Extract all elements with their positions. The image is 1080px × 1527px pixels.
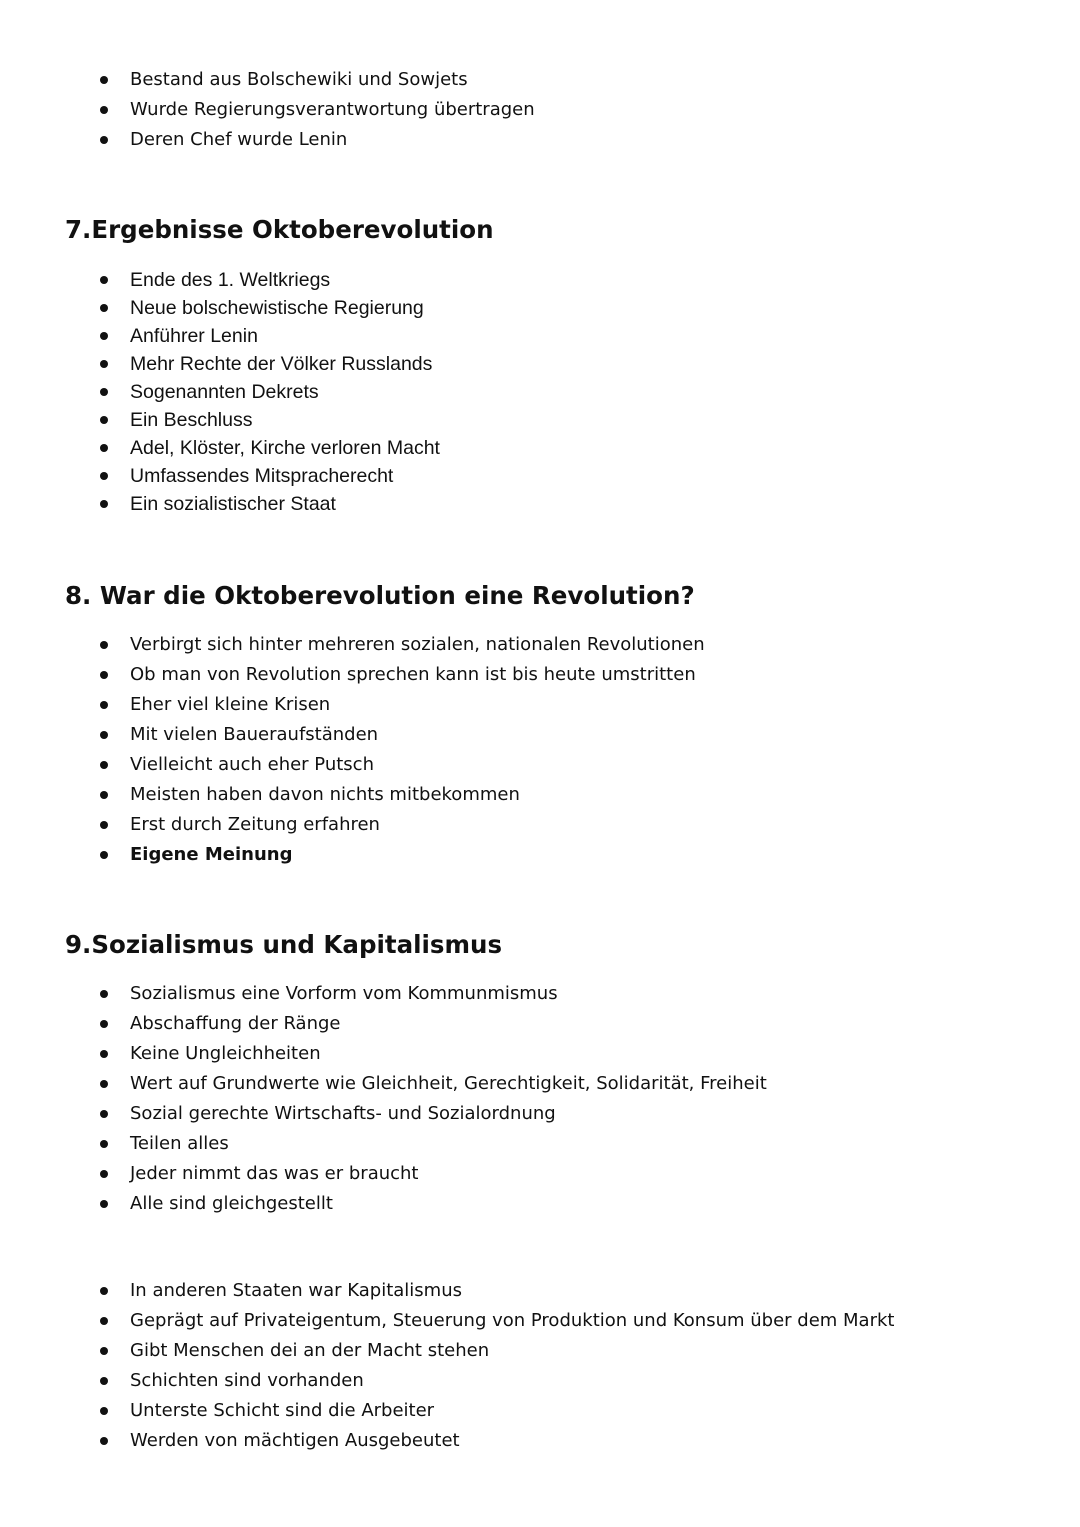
list-item: Umfassendes Mitspracherecht xyxy=(92,462,440,490)
list-item: Gibt Menschen dei an der Macht stehen xyxy=(92,1336,894,1366)
list-item: Wurde Regierungsverantwortung übertragen xyxy=(92,95,535,125)
list-kapitalismus xyxy=(92,1276,894,1456)
list-item: Meisten haben davon nichts mitbekommen xyxy=(92,780,705,810)
list-item: Erst durch Zeitung erfahren xyxy=(92,810,705,840)
list-sozialismus xyxy=(92,979,767,1219)
list-item: Vielleicht auch eher Putsch xyxy=(92,750,705,780)
list-item: Abschaffung der Ränge xyxy=(92,1009,767,1039)
list-item: Sogenannten Dekrets xyxy=(92,378,440,406)
list-item: Schichten sind vorhanden xyxy=(92,1366,894,1396)
list-item: Ein Beschluss xyxy=(92,406,440,434)
heading-section-9: 9.Sozialismus und Kapitalismus xyxy=(65,930,503,959)
list-item: Geprägt auf Privateigentum, Steuerung von Produktion und Konsum über dem Markt xyxy=(92,1306,894,1336)
list-item: Ein sozialistischer Staat xyxy=(92,490,440,518)
list-item: Verbirgt sich hinter mehreren sozialen, nationalen Revolutionen xyxy=(92,630,705,660)
list-item: In anderen Staaten war Kapitalismus xyxy=(92,1276,894,1306)
list-item-emphasis: Eigene Meinung xyxy=(92,840,705,870)
heading-section-8: 8. War die Oktoberevolution eine Revolution? xyxy=(65,581,695,610)
list-item: Alle sind gleichgestellt xyxy=(92,1189,767,1219)
heading-section-7: 7.Ergebnisse Oktoberevolution xyxy=(65,215,494,244)
list-item: Adel, Klöster, Kirche verloren Macht xyxy=(92,434,440,462)
list-item: Sozialismus eine Vorform vom Kommunmismus xyxy=(92,979,767,1009)
list-item: Wert auf Grundwerte wie Gleichheit, Gerechtigkeit, Solidarität, Freiheit xyxy=(92,1069,767,1099)
list-item: Anführer Lenin xyxy=(92,322,440,350)
list-item: Deren Chef wurde Lenin xyxy=(92,125,535,155)
list-item: Keine Ungleichheiten xyxy=(92,1039,767,1069)
list-item: Jeder nimmt das was er braucht xyxy=(92,1159,767,1189)
list-item: Unterste Schicht sind die Arbeiter xyxy=(92,1396,894,1426)
list-item: Teilen alles xyxy=(92,1129,767,1159)
list-item: Neue bolschewistische Regierung xyxy=(92,294,440,322)
list-top xyxy=(92,65,535,155)
list-item: Werden von mächtigen Ausgebeutet xyxy=(92,1426,894,1456)
list-item: Mit vielen Baueraufständen xyxy=(92,720,705,750)
list-item: Mehr Rechte der Völker Russlands xyxy=(92,350,440,378)
list-item: Bestand aus Bolschewiki und Sowjets xyxy=(92,65,535,95)
list-item: Sozial gerechte Wirtschafts- und Sozialordnung xyxy=(92,1099,767,1129)
list-item: Eher viel kleine Krisen xyxy=(92,690,705,720)
list-item: Ende des 1. Weltkriegs xyxy=(92,266,440,294)
list-section-8 xyxy=(92,630,705,870)
list-item: Ob man von Revolution sprechen kann ist bis heute umstritten xyxy=(92,660,705,690)
list-section-7 xyxy=(92,266,440,518)
